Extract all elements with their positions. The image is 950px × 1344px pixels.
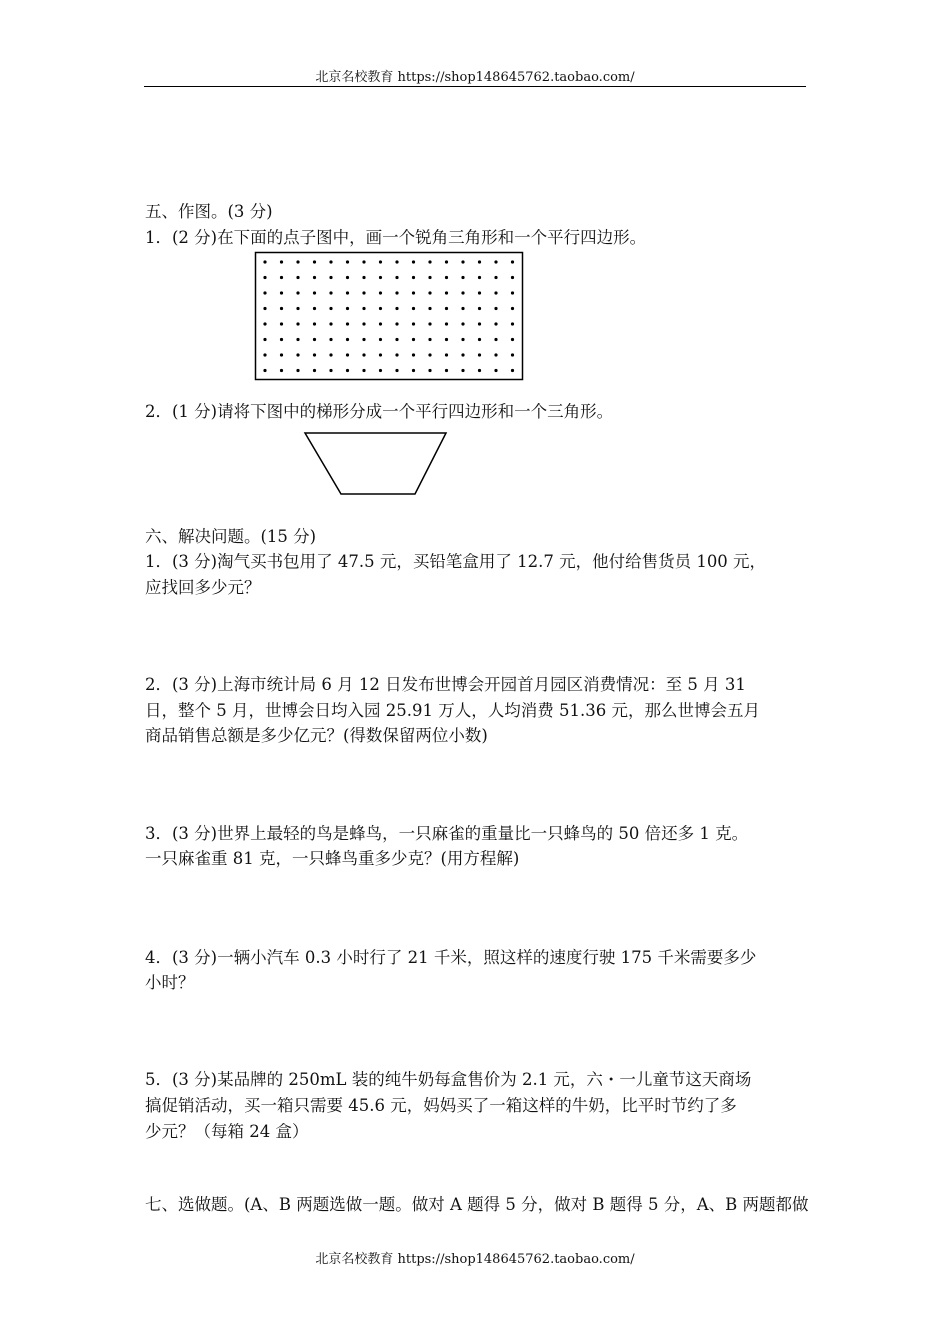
grid-dot: [445, 291, 448, 294]
grid-dot: [313, 353, 316, 356]
grid-dot: [346, 322, 349, 325]
grid-dot: [494, 322, 497, 325]
grid-dot: [494, 260, 497, 263]
grid-dot: [362, 322, 365, 325]
grid-dot: [280, 276, 283, 279]
grid-dot: [494, 338, 497, 341]
grid-dot: [395, 276, 398, 279]
grid-dot: [428, 307, 431, 310]
grid-dot: [461, 369, 464, 372]
section-6-q5-line-1: 5．(3 分)某品牌的 250mL 装的纯牛奶每盒售价为 2.1 元，六・一儿童节这天商场: [145, 1070, 752, 1089]
grid-dot: [412, 276, 415, 279]
grid-dot: [329, 338, 332, 341]
grid-dot: [478, 291, 481, 294]
grid-dot: [313, 338, 316, 341]
grid-dot: [329, 260, 332, 263]
grid-dot: [362, 369, 365, 372]
grid-dot: [313, 260, 316, 263]
grid-dot: [395, 291, 398, 294]
grid-dot: [329, 369, 332, 372]
grid-dot: [412, 369, 415, 372]
section-6-q2-line-2: 日，整个 5 月，世博会日均入园 25.91 万人，人均消费 51.36 元，那么世博会五月: [145, 701, 760, 720]
grid-dot: [280, 369, 283, 372]
grid-dot: [395, 369, 398, 372]
grid-dot: [428, 260, 431, 263]
grid-dot: [428, 369, 431, 372]
section-5-question-2: 2．(1 分)请将下图中的梯形分成一个平行四边形和一个三角形。: [145, 402, 614, 421]
grid-dot: [412, 322, 415, 325]
grid-dot: [313, 369, 316, 372]
grid-dot: [445, 338, 448, 341]
grid-dot: [478, 369, 481, 372]
section-6-q3-line-1: 3．(3 分)世界上最轻的鸟是蜂鸟，一只麻雀的重量比一只蜂鸟的 50 倍还多 1 克。: [145, 824, 749, 843]
grid-dot: [263, 276, 266, 279]
section-6-q2-line-3: 商品销售总额是多少亿元？(得数保留两位小数): [145, 726, 488, 745]
trapezoid-shape: [305, 433, 446, 494]
grid-dot: [494, 369, 497, 372]
grid-dot: [511, 338, 514, 341]
grid-dot: [362, 291, 365, 294]
grid-dot: [395, 338, 398, 341]
grid-dot: [395, 260, 398, 263]
grid-dot: [346, 369, 349, 372]
grid-dot: [494, 291, 497, 294]
grid-dot: [379, 307, 382, 310]
grid-dot: [511, 291, 514, 294]
grid-dot: [296, 260, 299, 263]
grid-dot: [263, 353, 266, 356]
grid-dot: [511, 307, 514, 310]
grid-dot: [412, 307, 415, 310]
section-6-q2-line-1: 2．(3 分)上海市统计局 6 月 12 日发布世博会开园首月园区消费情况：至 5 月 31: [145, 675, 746, 694]
section-6-q3-line-2: 一只麻雀重 81 克，一只蜂鸟重多少克？(用方程解): [145, 849, 520, 868]
grid-dot: [280, 260, 283, 263]
grid-dot: [478, 322, 481, 325]
dot-grid-dots: [263, 260, 514, 372]
trapezoid-figure: [303, 431, 448, 496]
grid-dot: [412, 260, 415, 263]
grid-dot: [313, 291, 316, 294]
grid-dot: [362, 307, 365, 310]
page-footer: 北京名校教育 https://shop148645762.taobao.com/: [315, 1252, 635, 1267]
grid-dot: [280, 291, 283, 294]
grid-dot: [346, 291, 349, 294]
section-6-q1-line-1: 1．(3 分)淘气买书包用了 47.5 元，买铅笔盒用了 12.7 元，他付给售货员 100 元，: [145, 552, 767, 571]
grid-dot: [395, 322, 398, 325]
grid-dot: [461, 338, 464, 341]
grid-dot: [263, 307, 266, 310]
grid-dot: [511, 322, 514, 325]
grid-dot: [362, 353, 365, 356]
grid-dot: [263, 322, 266, 325]
grid-dot: [346, 276, 349, 279]
grid-dot: [428, 322, 431, 325]
grid-dot: [428, 276, 431, 279]
grid-dot: [329, 353, 332, 356]
grid-dot: [478, 353, 481, 356]
grid-dot: [494, 276, 497, 279]
grid-dot: [280, 307, 283, 310]
grid-dot: [296, 322, 299, 325]
grid-dot: [461, 307, 464, 310]
grid-dot: [461, 276, 464, 279]
dot-grid-figure: [255, 252, 523, 380]
section-6-q5-line-2: 搞促销活动，买一箱只需要 45.6 元，妈妈买了一箱这样的牛奶，比平时节约了多: [145, 1096, 737, 1115]
dot-grid-border: [256, 253, 523, 380]
grid-dot: [362, 338, 365, 341]
section-6-title: 六、解决问题。(15 分): [145, 527, 317, 546]
grid-dot: [296, 338, 299, 341]
grid-dot: [296, 353, 299, 356]
grid-dot: [346, 353, 349, 356]
grid-dot: [412, 338, 415, 341]
grid-dot: [445, 322, 448, 325]
grid-dot: [461, 322, 464, 325]
grid-dot: [379, 276, 382, 279]
grid-dot: [412, 291, 415, 294]
grid-dot: [478, 307, 481, 310]
grid-dot: [461, 291, 464, 294]
grid-dot: [445, 260, 448, 263]
grid-dot: [428, 338, 431, 341]
grid-dot: [478, 276, 481, 279]
grid-dot: [395, 307, 398, 310]
grid-dot: [428, 291, 431, 294]
grid-dot: [280, 322, 283, 325]
section-6-q4-line-1: 4．(3 分)一辆小汽车 0.3 小时行了 21 千米，照这样的速度行驶 175 千米需要多少: [145, 948, 757, 967]
page-header: 北京名校教育 https://shop148645762.taobao.com/: [315, 70, 635, 85]
grid-dot: [379, 260, 382, 263]
grid-dot: [362, 260, 365, 263]
grid-dot: [395, 353, 398, 356]
grid-dot: [313, 322, 316, 325]
grid-dot: [296, 369, 299, 372]
grid-dot: [329, 322, 332, 325]
grid-dot: [313, 276, 316, 279]
grid-dot: [445, 307, 448, 310]
section-5-question-1: 1．(2 分)在下面的点子图中，画一个锐角三角形和一个平行四边形。: [145, 228, 647, 247]
grid-dot: [428, 353, 431, 356]
section-7-title: 七、选做题。(A、B 两题选做一题。做对 A 题得 5 分，做对 B 题得 5 分，A、B 两题都做: [145, 1195, 809, 1214]
grid-dot: [329, 276, 332, 279]
grid-dot: [445, 276, 448, 279]
grid-dot: [346, 260, 349, 263]
grid-dot: [494, 307, 497, 310]
grid-dot: [329, 291, 332, 294]
grid-dot: [511, 353, 514, 356]
grid-dot: [379, 369, 382, 372]
grid-dot: [329, 307, 332, 310]
grid-dot: [296, 276, 299, 279]
grid-dot: [511, 276, 514, 279]
grid-dot: [296, 291, 299, 294]
section-6-q4-line-2: 小时？: [145, 973, 195, 992]
grid-dot: [478, 260, 481, 263]
grid-dot: [511, 369, 514, 372]
grid-dot: [379, 353, 382, 356]
grid-dot: [478, 338, 481, 341]
grid-dot: [263, 291, 266, 294]
grid-dot: [379, 338, 382, 341]
grid-dot: [445, 369, 448, 372]
grid-dot: [445, 353, 448, 356]
section-6-q1-line-2: 应找回多少元？: [145, 578, 261, 597]
section-5-title: 五、作图。(3 分): [145, 202, 273, 221]
header-rule: [144, 86, 806, 87]
grid-dot: [280, 338, 283, 341]
grid-dot: [263, 260, 266, 263]
grid-dot: [511, 260, 514, 263]
grid-dot: [313, 307, 316, 310]
grid-dot: [346, 307, 349, 310]
grid-dot: [346, 338, 349, 341]
section-6-q5-line-3: 少元？（每箱 24 盒）: [145, 1122, 309, 1141]
grid-dot: [494, 353, 497, 356]
grid-dot: [461, 353, 464, 356]
grid-dot: [379, 322, 382, 325]
grid-dot: [412, 353, 415, 356]
grid-dot: [296, 307, 299, 310]
grid-dot: [461, 260, 464, 263]
grid-dot: [263, 369, 266, 372]
grid-dot: [280, 353, 283, 356]
grid-dot: [263, 338, 266, 341]
grid-dot: [379, 291, 382, 294]
grid-dot: [362, 276, 365, 279]
